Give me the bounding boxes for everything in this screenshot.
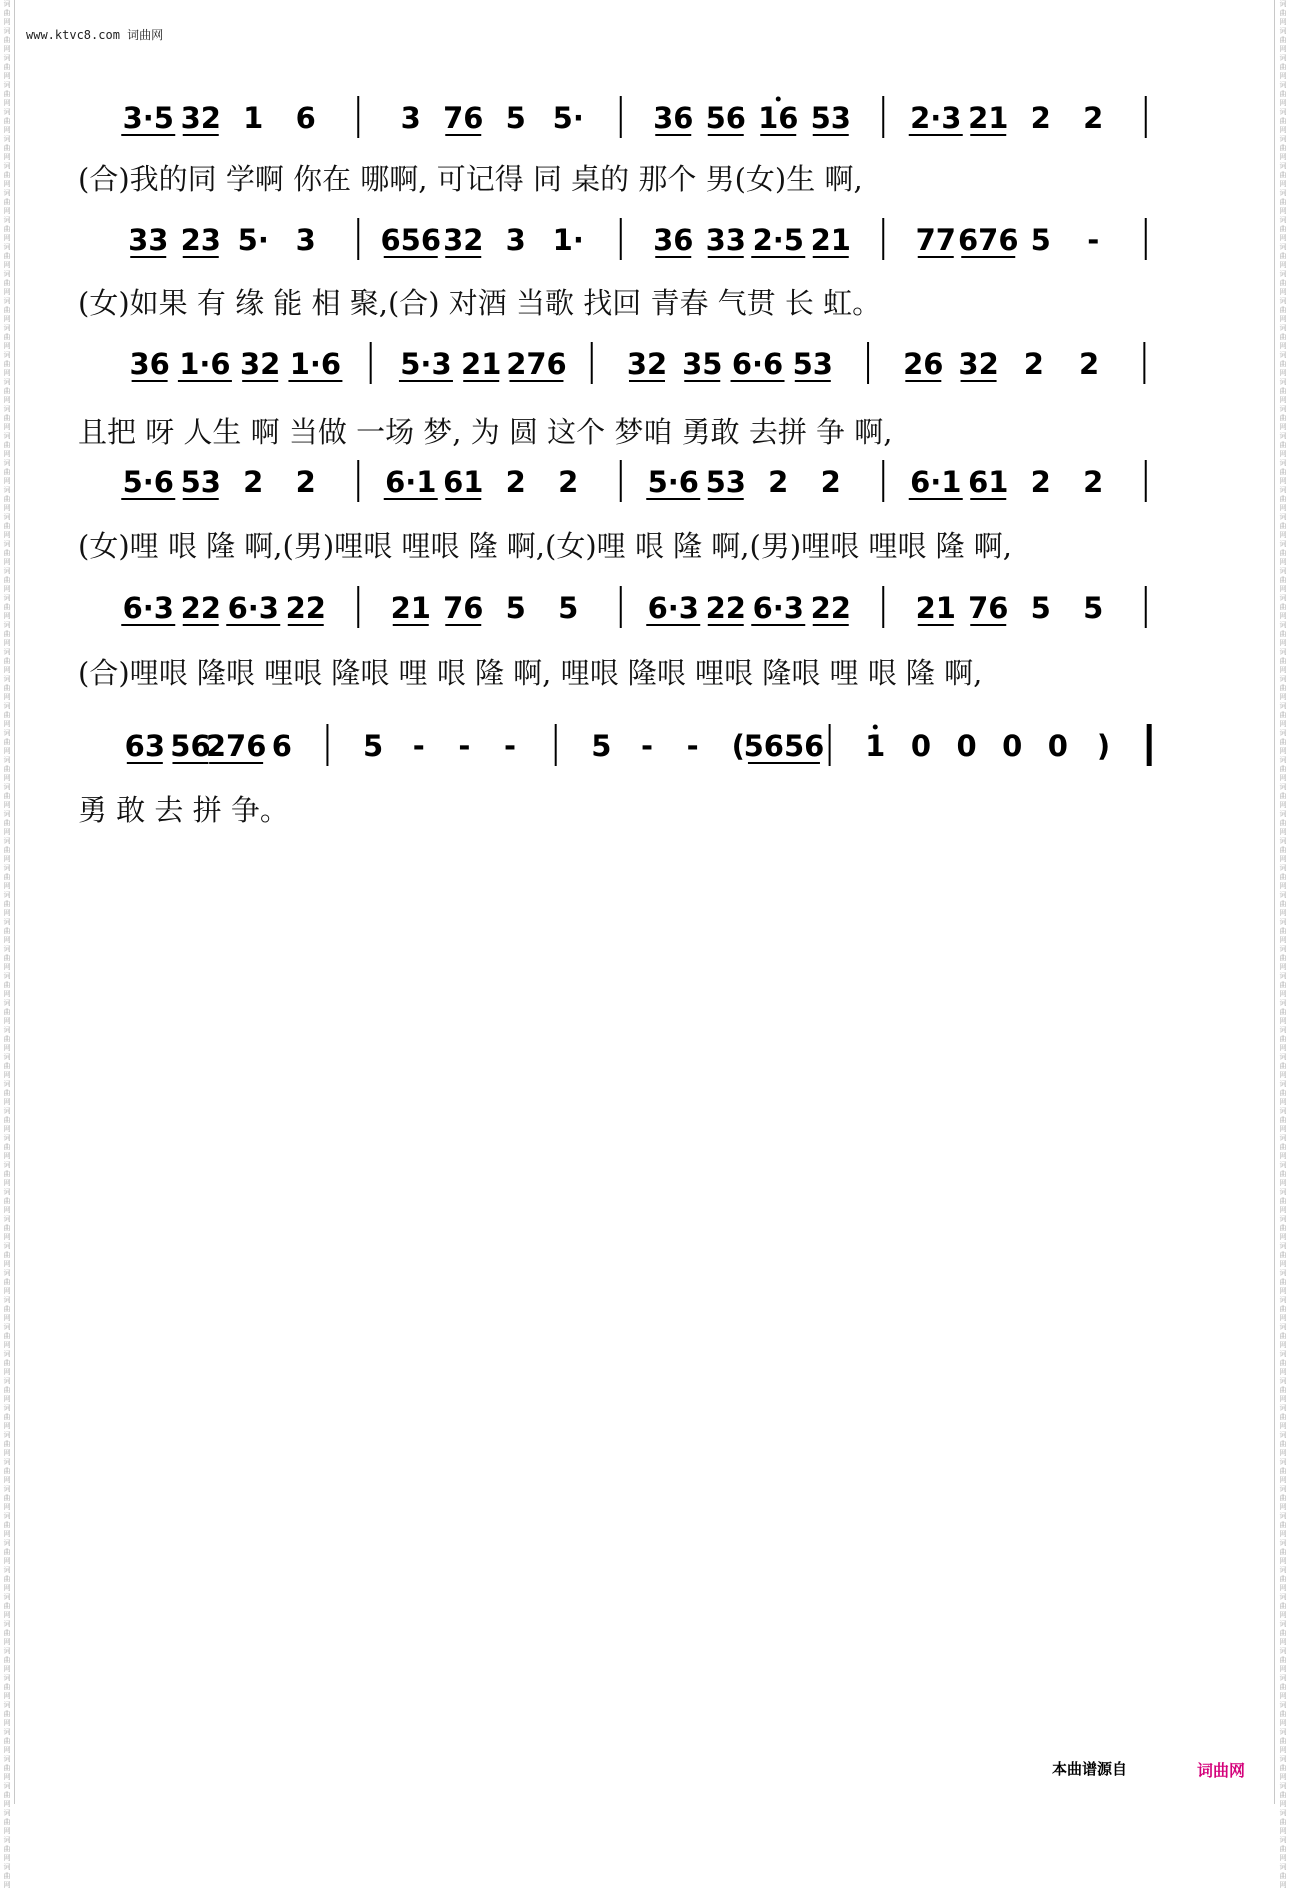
note-token: 63	[124, 729, 166, 763]
lyric-line-2: (女)如果 有 缘 能 相 聚,(合) 对酒 当歌 找回 青春 气贯 长 虹。	[78, 286, 882, 320]
note-token: 2·5	[752, 223, 804, 257]
note-token: 36	[653, 101, 694, 135]
note-token: 2	[820, 465, 841, 499]
note-token: 33	[128, 223, 169, 257]
note-token: 56	[705, 101, 746, 135]
note-token: -	[504, 729, 517, 763]
note-token: 22	[705, 591, 746, 625]
note-token: 5·3	[400, 347, 452, 381]
note-token: 2	[558, 465, 579, 499]
note-token: 1	[243, 101, 264, 135]
note-token: -	[458, 729, 471, 763]
note-token: 2	[1083, 101, 1104, 135]
note-token: 5656	[743, 729, 825, 763]
note-token: -	[686, 729, 699, 763]
note-token: 76	[443, 101, 484, 135]
note-token: 6·3	[647, 591, 699, 625]
note-token: 276	[205, 729, 267, 763]
note-token: 32	[180, 101, 221, 135]
note-token: 2	[295, 465, 316, 499]
note-token: 1·6	[179, 347, 231, 381]
right-edge-watermark: 词曲网词曲网词曲网词曲网词曲网词曲网词曲网词曲网词曲网词曲网词曲网词曲网词曲网词曲网词曲网词曲网词曲网词曲网词曲网词曲网词曲网词曲网词曲网词曲网词曲网词曲网词曲网词曲网词曲网词曲网词曲网词曲网词曲网词曲网词曲网词曲网词曲网词曲网词曲网词曲网词曲网词曲网词曲网词曲网词曲网词曲网词曲网词曲网词曲网词曲网词曲网词曲网词曲网词曲网词曲网词曲网词曲网词曲网词曲网词曲网词曲网词曲网词曲网词曲网词曲网词曲网词曲网词曲网词曲网词曲网	[1279, 0, 1287, 1889]
note-token: 2	[1030, 465, 1051, 499]
note-token: 32	[239, 347, 281, 381]
note-token: 2·3	[910, 101, 962, 135]
octave-dot	[873, 725, 878, 730]
note-token: 5	[591, 729, 612, 763]
note-token: (	[731, 729, 745, 763]
note-token: 6·3	[122, 591, 174, 625]
note-token: 5	[1030, 223, 1051, 257]
note-token: 53	[180, 465, 221, 499]
note-token: 6·1	[910, 465, 962, 499]
note-token: 2	[1079, 347, 1100, 381]
note-token: 6	[295, 101, 316, 135]
note-token: )	[1096, 729, 1111, 763]
note-token: 26	[903, 347, 944, 381]
note-token: 3·5	[122, 101, 174, 135]
note-token: 76	[443, 591, 484, 625]
header-site-url: www.ktvc8.com 词曲网	[26, 28, 164, 42]
note-token: 3	[505, 223, 526, 257]
lyric-line-1: (合)我的同 学啊 你在 哪啊, 可记得 同 桌的 那个 男(女)生 啊,	[78, 162, 863, 196]
note-token: 35	[682, 347, 723, 381]
note-token: 6·3	[227, 591, 279, 625]
note-token: 2	[243, 465, 264, 499]
note-token: 3	[400, 101, 421, 135]
note-token: 5·6	[122, 465, 174, 499]
octave-dot	[776, 97, 781, 102]
note-token: -	[412, 729, 425, 763]
note-token: 32	[958, 347, 999, 381]
note-token: 22	[810, 591, 851, 625]
note-token: 21	[915, 591, 956, 625]
note-token: 22	[285, 591, 326, 625]
note-token: 16	[758, 101, 799, 135]
note-token: 5	[505, 101, 526, 135]
note-token: 0	[956, 729, 977, 763]
note-token: 656	[380, 223, 442, 257]
note-token: 6	[271, 729, 292, 763]
note-token: 61	[443, 465, 484, 499]
note-token: 5	[1083, 591, 1104, 625]
note-token: 53	[705, 465, 746, 499]
note-token: 21	[968, 101, 1009, 135]
note-token: 0	[1047, 729, 1068, 763]
note-token: 36	[653, 223, 694, 257]
note-token: 6·1	[385, 465, 437, 499]
note-token: 32	[626, 347, 668, 381]
note-token: -	[1087, 223, 1100, 257]
note-token: 5·6	[647, 465, 699, 499]
note-token: 5·	[237, 223, 269, 257]
note-token: 2	[768, 465, 789, 499]
note-token: 77	[915, 223, 956, 257]
note-token: 23	[180, 223, 221, 257]
note-token: 76	[968, 591, 1009, 625]
lyric-line-5: (合)哩哏 隆哏 哩哏 隆哏 哩 哏 隆 啊, 哩哏 隆哏 哩哏 隆哏 哩 哏 隆 啊,	[78, 656, 983, 690]
note-token: 61	[968, 465, 1009, 499]
note-token: 21	[390, 591, 431, 625]
note-token: 2	[1083, 465, 1104, 499]
note-token: 0	[1002, 729, 1023, 763]
footer-source-label: 本曲谱源自	[1052, 1760, 1128, 1778]
note-token: 5·	[552, 101, 584, 135]
left-edge-watermark: 词曲网词曲网词曲网词曲网词曲网词曲网词曲网词曲网词曲网词曲网词曲网词曲网词曲网词曲网词曲网词曲网词曲网词曲网词曲网词曲网词曲网词曲网词曲网词曲网词曲网词曲网词曲网词曲网词曲网词曲网词曲网词曲网词曲网词曲网词曲网词曲网词曲网词曲网词曲网词曲网词曲网词曲网词曲网词曲网词曲网词曲网词曲网词曲网词曲网词曲网词曲网词曲网词曲网词曲网词曲网词曲网词曲网词曲网词曲网词曲网词曲网词曲网词曲网词曲网词曲网词曲网词曲网词曲网词曲网词曲网	[3, 0, 11, 1889]
note-token: 32	[443, 223, 484, 257]
note-token: 5	[1030, 591, 1051, 625]
note-token: 5	[362, 729, 384, 763]
note-token: 2	[1030, 101, 1051, 135]
lyric-line-6: 勇 敢 去 拼 争。	[78, 793, 289, 827]
note-token: 1·6	[289, 347, 342, 381]
footer-brand-link[interactable]: 词曲网	[1197, 1761, 1246, 1780]
note-token: 21	[810, 223, 851, 257]
note-token: 56	[170, 729, 211, 763]
note-token: 33	[705, 223, 746, 257]
note-token: 2	[1023, 347, 1044, 381]
note-token: 21	[461, 347, 502, 381]
note-token: 1	[865, 729, 886, 763]
lyric-line-4: (女)哩 哏 隆 啊,(男)哩哏 哩哏 隆 啊,(女)哩 哏 隆 啊,(男)哩哏 哩哏 隆 啊,	[78, 529, 1013, 563]
note-token: 36	[129, 347, 170, 381]
note-token: 0	[910, 729, 932, 763]
note-token: 6·3	[752, 591, 804, 625]
note-token: 53	[792, 347, 833, 381]
note-token: 22	[180, 591, 221, 625]
note-token: 2	[505, 465, 526, 499]
note-token: 53	[810, 101, 851, 135]
note-token: 676	[957, 223, 1019, 257]
lyric-line-3: 且把 呀 人生 啊 当做 一场 梦, 为 圆 这个 梦咱 勇敢 去拼 争 啊,	[78, 415, 893, 449]
note-token: 3	[295, 223, 316, 257]
note-token: 5	[505, 591, 526, 625]
note-token: 276	[506, 347, 567, 381]
note-token: 6·6	[731, 347, 784, 381]
note-token: -	[640, 729, 654, 763]
note-token: 5	[558, 591, 579, 625]
note-token: 1·	[552, 223, 584, 257]
